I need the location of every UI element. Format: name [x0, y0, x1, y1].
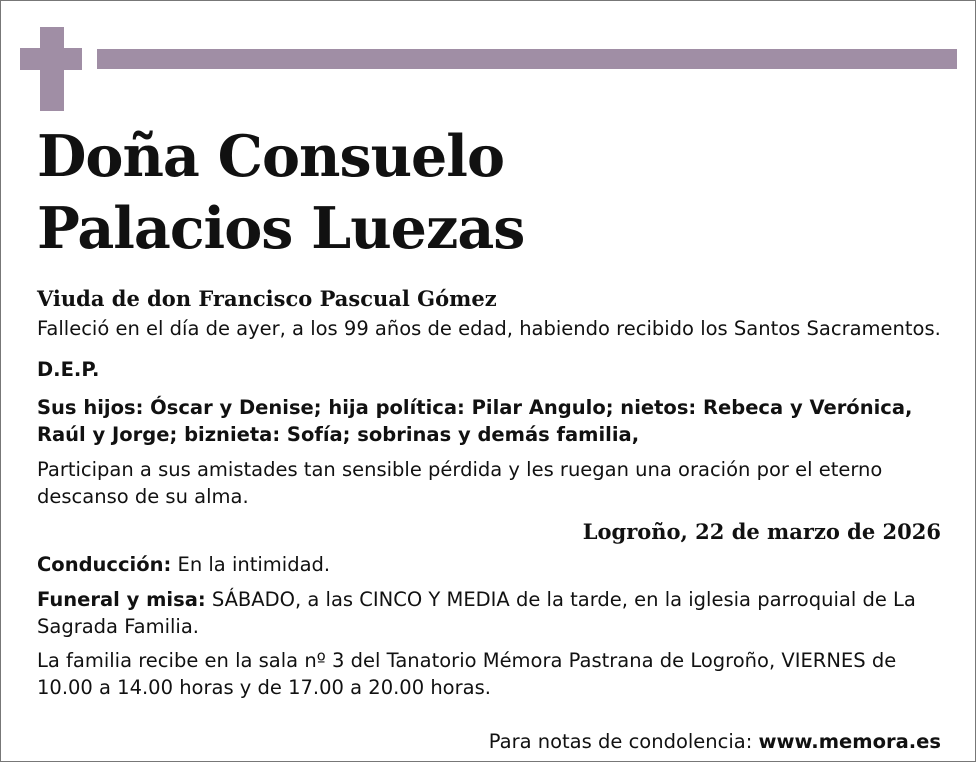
condolence-line	[37, 728, 941, 755]
participation-text: Participan a sus amistades tan sensible pérdida y les ruegan una oración por el eterno descanso de su alma.	[37, 458, 883, 508]
conduction-text: En la intimidad.	[171, 553, 331, 576]
wake-info: La familia recibe en la sala nº 3 del Tanatorio Mémora Pastrana de Logroño, VIERNES de 10.00 a 14.00 horas y de 17.00 a 20.00 horas.	[37, 649, 897, 699]
conduction-label: Conducción:	[37, 553, 172, 576]
conduction-line	[37, 551, 947, 578]
place-date: Logroño, 22 de marzo de 2026	[582, 519, 941, 544]
spouse-line: Viuda de don Francisco Pascual Gómez	[37, 286, 497, 311]
funeral-text: SÁBADO, a las CINCO Y MEDIA de la tarde, en la iglesia parroquial de La Sagrada Familia.	[37, 588, 916, 638]
deceased-name-line2: Palacios Luezas	[37, 195, 525, 262]
dep-line: D.E.P.	[37, 358, 100, 381]
deceased-name	[37, 121, 524, 265]
condolence-link[interactable]: www.memora.es	[758, 730, 941, 753]
latin-cross-icon-arm	[20, 48, 82, 70]
funeral-label: Funeral y misa:	[37, 588, 206, 611]
deceased-name-line1: Doña Consuelo	[37, 123, 504, 190]
funeral-line	[37, 586, 947, 640]
header-bar	[97, 49, 957, 69]
family-list: Sus hijos: Óscar y Denise; hija política: Pilar Angulo; nietos: Rebeca y Verónica, Raúl y Jorge; biznieta: Sofía; sobrinas y demás familia,	[37, 396, 913, 446]
death-notice: Falleció en el día de ayer, a los 99 años de edad, habiendo recibido los Santos Sacramentos.	[37, 317, 941, 340]
condolence-text: Para notas de condolencia:	[488, 730, 759, 753]
